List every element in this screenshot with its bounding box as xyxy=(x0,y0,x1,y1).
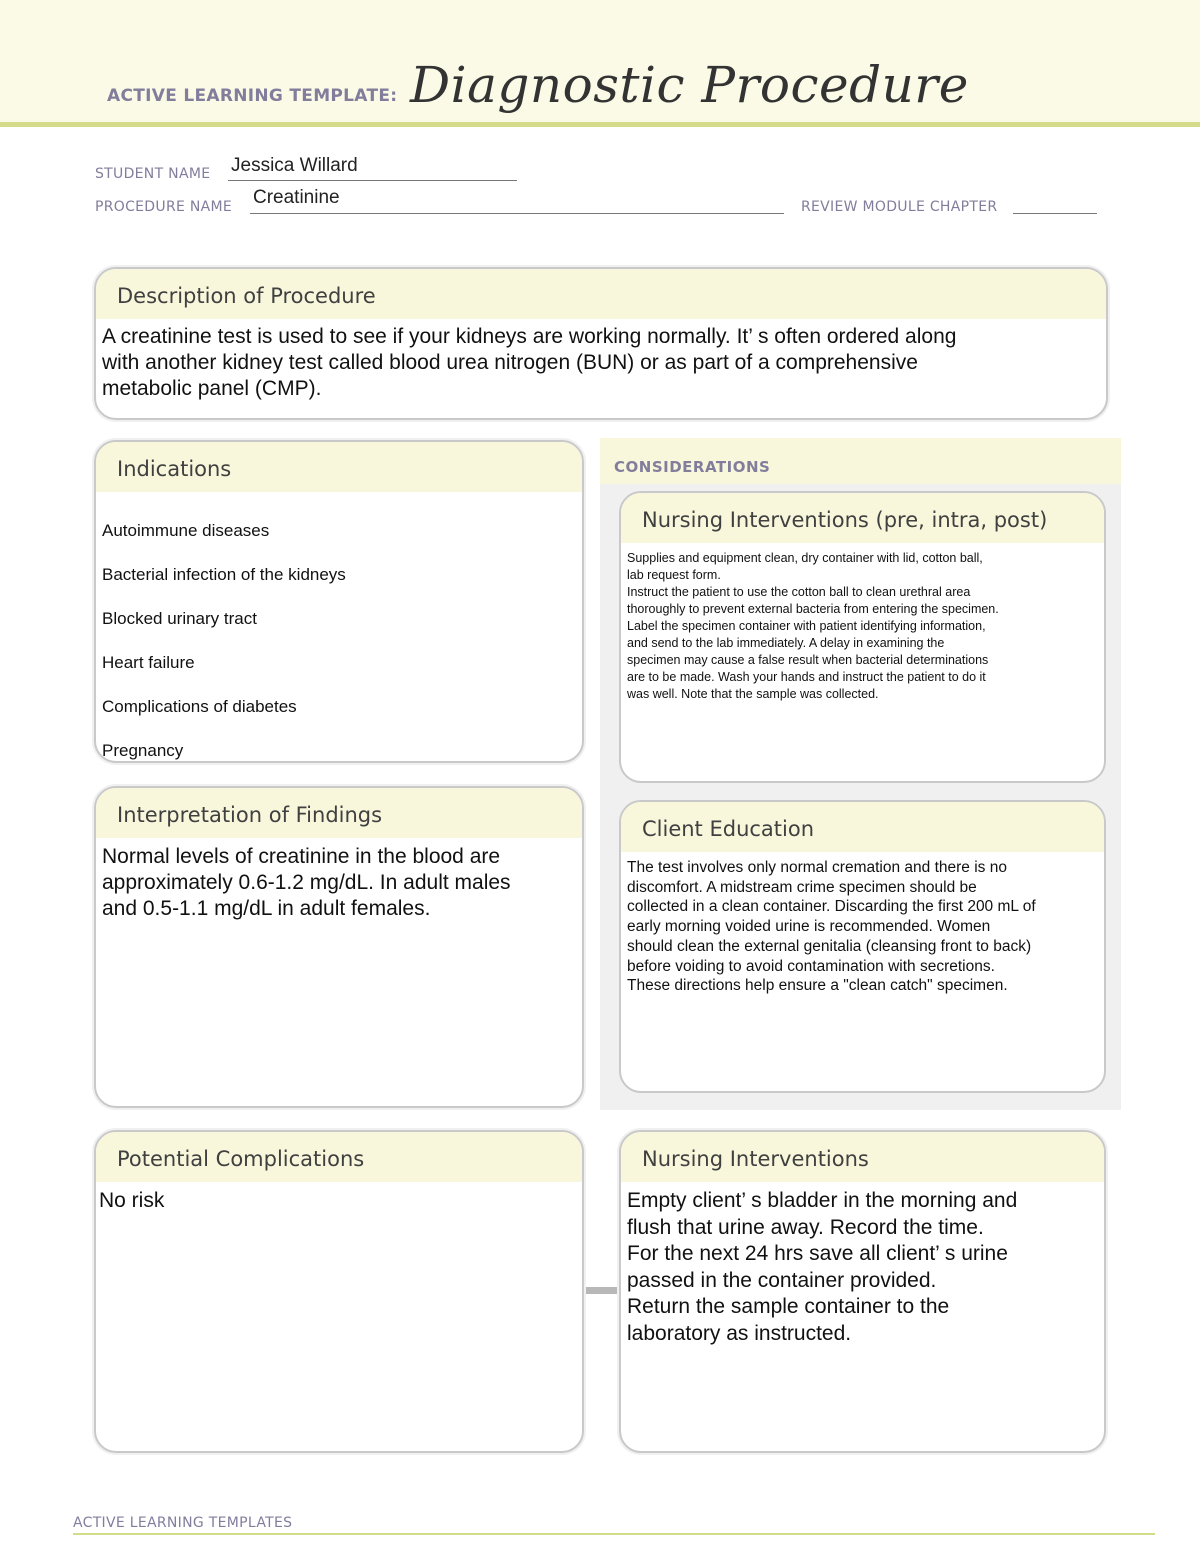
nursing-interventions-pip-box xyxy=(619,491,1106,783)
client-education-text[interactable]: The test involves only normal cremation and there is no discomfort. A midstream crime specimen should be collected in a clean container. Discarding the first 200 mL of early morning voided urine is recommended. Women should clean the external genitalia (cleansing front to back) before voiding to avoid contamination with secretions. These directions help ensure a "clean catch" specimen. xyxy=(627,859,1036,995)
interpretation-heading: Interpretation of Findings xyxy=(117,803,383,827)
footer-rule xyxy=(73,1533,1155,1535)
potential-complications-box xyxy=(94,1130,584,1453)
nursing-interventions-pip-text[interactable]: Supplies and equipment clean, dry container with lid, cotton ball, lab request form. Instruct the patient to use the cotton ball to clean urethral area thoroughly to prevent external bacteria from entering the specimen. Label the specimen container with patient identifying information, and send to the lab immediately. A delay in examining the specimen may cause a false result when bacterial determinations are to be made. Wash your hands and instruct the patient to do it was well. Note that the sample was collected. xyxy=(627,551,999,701)
procedure-name-label: PROCEDURE NAME xyxy=(95,199,233,215)
nursing-interventions-heading: Nursing Interventions xyxy=(642,1147,869,1171)
interpretation-box xyxy=(94,786,584,1108)
nursing-interventions-pip-heading: Nursing Interventions (pre, intra, post) xyxy=(642,508,1048,532)
list-item: Pregnancy xyxy=(102,741,184,760)
description-box xyxy=(94,267,1108,420)
nursing-interventions-header xyxy=(621,1132,1104,1182)
list-item: Complications of diabetes xyxy=(102,697,297,716)
client-education-heading: Client Education xyxy=(642,817,815,841)
list-item: Bacterial infection of the kidneys xyxy=(102,565,346,584)
connector-line xyxy=(583,1287,619,1294)
client-education-header xyxy=(621,802,1104,852)
footer-label: ACTIVE LEARNING TEMPLATES xyxy=(73,1515,293,1531)
description-heading: Description of Procedure xyxy=(117,284,376,308)
template-prefix: ACTIVE LEARNING TEMPLATE: xyxy=(107,86,398,106)
description-text[interactable]: A creatinine test is used to see if your kidneys are working normally. It’ s often ordered along with another kidney test called blood urea nitrogen (BUN) or as part of a comprehensive metabolic panel (CMP). xyxy=(102,325,957,400)
nursing-interventions-pip-header xyxy=(621,493,1104,543)
review-module-field[interactable] xyxy=(1013,213,1097,214)
nursing-interventions-box xyxy=(619,1130,1106,1453)
indications-box xyxy=(94,440,584,763)
description-header xyxy=(96,269,1106,319)
indications-heading: Indications xyxy=(117,457,232,481)
list-item: Heart failure xyxy=(102,653,195,672)
header-rule xyxy=(0,122,1200,127)
indications-list[interactable] xyxy=(96,492,582,763)
list-item: Autoimmune diseases xyxy=(102,521,270,540)
nursing-interventions-text[interactable]: Empty client’ s bladder in the morning and flush that urine away. Record the time. For the next 24 hrs save all client’ s urine passed in the container provided. Return the sample container to the laboratory as instructed. xyxy=(627,1189,1018,1345)
potential-complications-text[interactable]: No risk xyxy=(99,1189,165,1212)
indications-header xyxy=(96,442,582,492)
potential-complications-heading: Potential Complications xyxy=(117,1147,365,1171)
potential-complications-header xyxy=(96,1132,582,1182)
student-name-label: STUDENT NAME xyxy=(95,166,211,182)
procedure-name-field[interactable]: Creatinine xyxy=(253,187,340,208)
list-item: Blocked urinary tract xyxy=(102,609,257,628)
considerations-label: CONSIDERATIONS xyxy=(614,458,771,476)
interpretation-header xyxy=(96,788,582,838)
interpretation-text[interactable]: Normal levels of creatinine in the blood are approximately 0.6-1.2 mg/dL. In adult males and 0.5-1.1 mg/dL in adult females. xyxy=(102,845,511,920)
student-name-line xyxy=(228,180,517,181)
review-module-label: REVIEW MODULE CHAPTER xyxy=(801,199,998,215)
client-education-box xyxy=(619,800,1106,1093)
procedure-name-line xyxy=(250,213,784,214)
page-title: Diagnostic Procedure xyxy=(410,56,969,114)
student-name-field[interactable]: Jessica Willard xyxy=(231,155,358,176)
